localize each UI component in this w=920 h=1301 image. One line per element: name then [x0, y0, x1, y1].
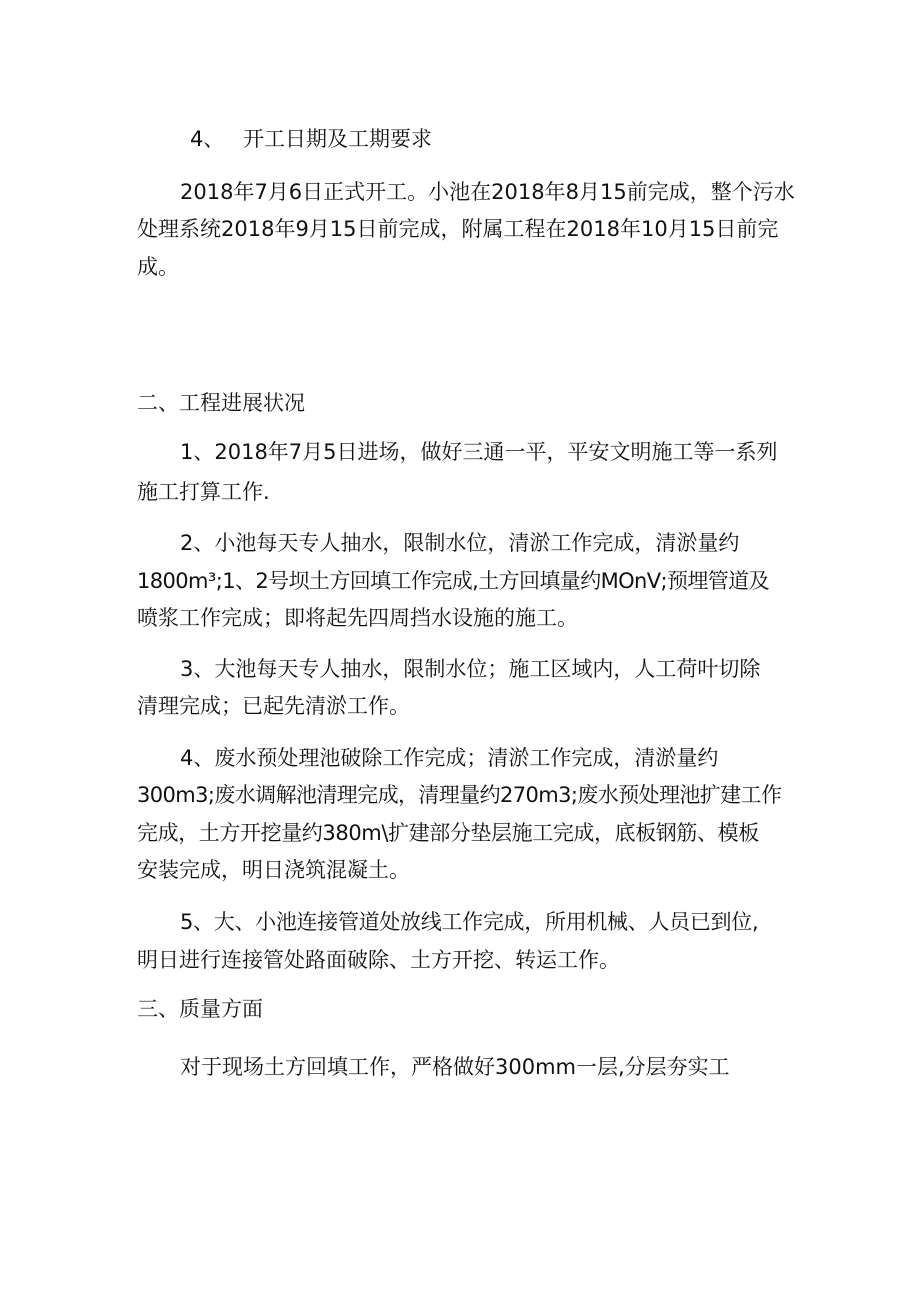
item-2-line-1: 2、小池每天专人抽水，限制水位，清淤工作完成，清淤量约 — [180, 531, 740, 555]
item-4-line-4: 安装完成，明日浇筑混凝土。 — [137, 858, 410, 882]
item-1-line-1: 1、2018年7月5日进场，做好三通一平，平安文明施工等一系列 — [180, 440, 778, 464]
item-1-line-2: 施工打算工作. — [137, 480, 270, 504]
item-5-line-1: 5、大、小池连接管道处放线工作完成，所用机械、人员已到位, — [180, 910, 759, 934]
section-4-line-3: 成。 — [137, 255, 179, 279]
item-4-line-1: 4、废水预处理池破除工作完成；清淤工作完成，清淤量约 — [180, 746, 719, 770]
item-3-line-1: 3、大池每天专人抽水，限制水位；施工区域内，人工荷叶切除 — [180, 657, 761, 681]
section-4-line-2: 处理系统2018年9月15日前完成，附属工程在2018年10月15日前完 — [137, 217, 779, 241]
section-4-line-1: 2018年7月6日正式开工。小池在2018年8月15前完成，整个污水 — [180, 180, 795, 204]
item-2-line-3: 喷浆工作完成；即将起先四周挡水设施的施工。 — [137, 606, 578, 630]
item-3-line-2: 清理完成；已起先清淤工作。 — [137, 694, 410, 718]
item-2-line-2: 1800m³;1、2号坝土方回填工作完成,土方回填量约MOnV;预埋管道及 — [137, 569, 769, 593]
section-3-title: 三、质量方面 — [137, 997, 263, 1021]
item-4-line-3: 完成，土方开挖量约380m\扩建部分垫层施工完成，底板钢筋、模板 — [137, 821, 759, 845]
section-4-number: 4、 — [190, 127, 225, 151]
section-2-title: 二、工程进展状况 — [137, 391, 305, 415]
section-4-title: 开工日期及工期要求 — [243, 127, 432, 151]
section-3-line-1: 对于现场土方回填工作，严格做好300mm一层,分层夯实工 — [180, 1055, 730, 1079]
item-4-line-2: 300m3;废水调解池清理完成，清理量约270m3;废水预处理池扩建工作 — [137, 783, 782, 807]
item-5-line-2: 明日进行连接管处路面破除、土方开挖、转运工作。 — [137, 948, 620, 972]
